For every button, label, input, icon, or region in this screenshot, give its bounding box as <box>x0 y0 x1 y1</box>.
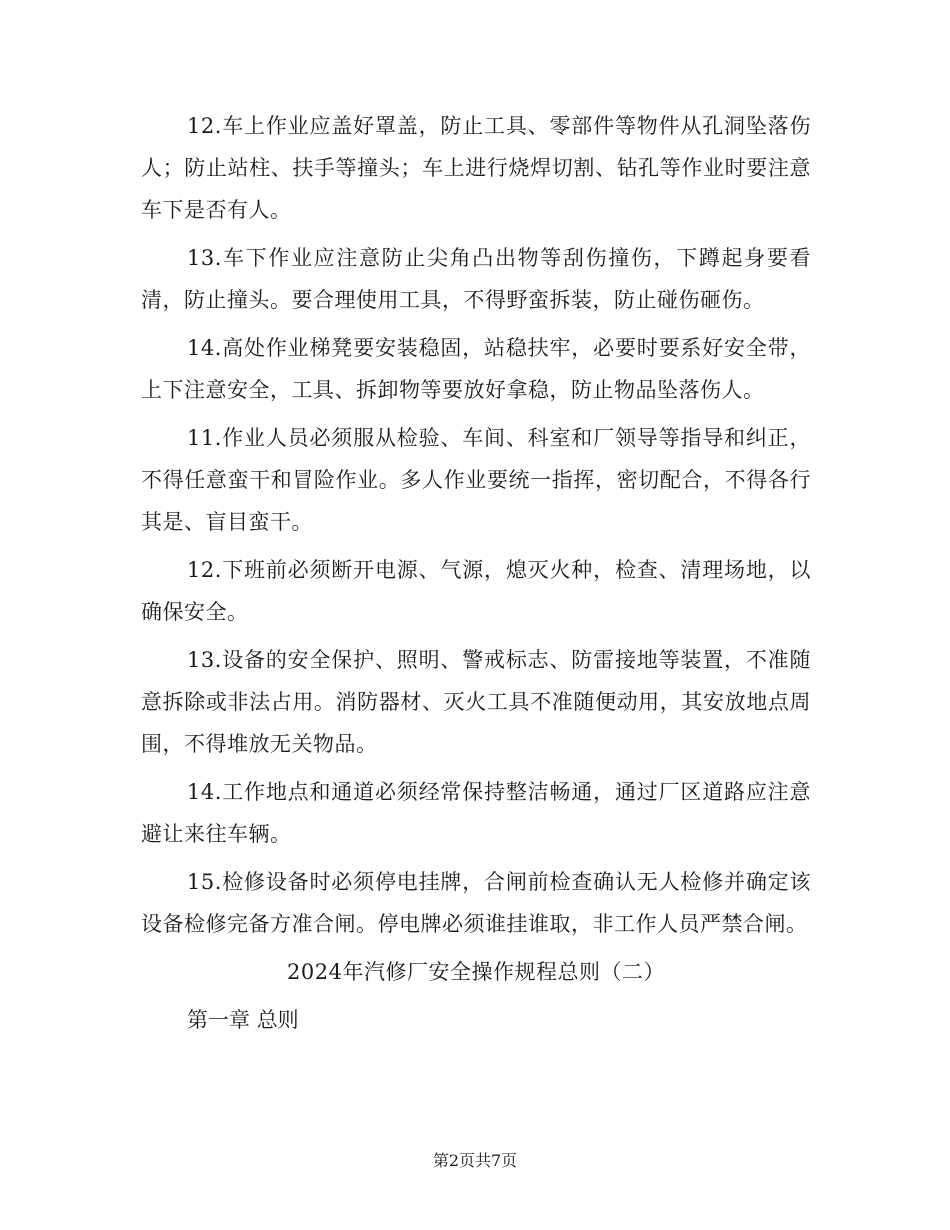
paragraph-rule-12-power-off: 12.下班前必须断开电源、气源，熄灭火种，检查、清理场地，以确保安全。 <box>141 558 811 624</box>
document-body <box>141 105 811 1041</box>
paragraph-rule-14-passageways: 14.工作地点和通道必须经常保持整洁畅通，通过厂区道路应注意避让来往车辆。 <box>141 780 811 846</box>
chapter-heading: 第一章 总则 <box>187 1008 299 1032</box>
page-number-footer: 第2页共7页 <box>432 1151 518 1170</box>
paragraph-rule-15-lockout: 15.检修设备时必须停电挂牌，合闸前检查确认无人检修并确定该设备检修完备方准合闸。停电牌必须谁挂谁取，非工作人员严禁合闸。 <box>141 870 811 936</box>
paragraph-rule-13-under-vehicle: 13.车下作业应注意防止尖角凸出物等刮伤撞伤，下蹲起身要看清，防止撞头。要合理使用工具，不得野蛮拆装，防止碰伤砸伤。 <box>141 246 811 312</box>
paragraph-rule-12-vehicle-top: 12.车上作业应盖好罩盖，防止工具、零部件等物件从孔洞坠落伤人；防止站柱、扶手等撞头；车上进行烧焊切割、钻孔等作业时要注意车下是否有人。 <box>141 114 811 222</box>
paragraph-rule-11-obey-guidance: 11.作业人员必须服从检验、车间、科室和厂领导等指导和纠正，不得任意蛮干和冒险作业。多人作业要统一指挥，密切配合，不得各行其是、盲目蛮干。 <box>141 426 811 534</box>
paragraph-rule-14-high-work: 14.高处作业梯凳要安装稳固，站稳扶牢，必要时要系好安全带，上下注意安全，工具、拆卸物等要放好拿稳，防止物品坠落伤人。 <box>141 336 811 402</box>
section-title: 2024年汽修厂安全操作规程总则（二） <box>287 960 665 984</box>
paragraph-rule-13-safety-devices: 13.设备的安全保护、照明、警戒标志、防雷接地等装置，不准随意拆除或非法占用。消防器材、灭火工具不准随便动用，其安放地点周围，不得堆放无关物品。 <box>141 648 811 756</box>
